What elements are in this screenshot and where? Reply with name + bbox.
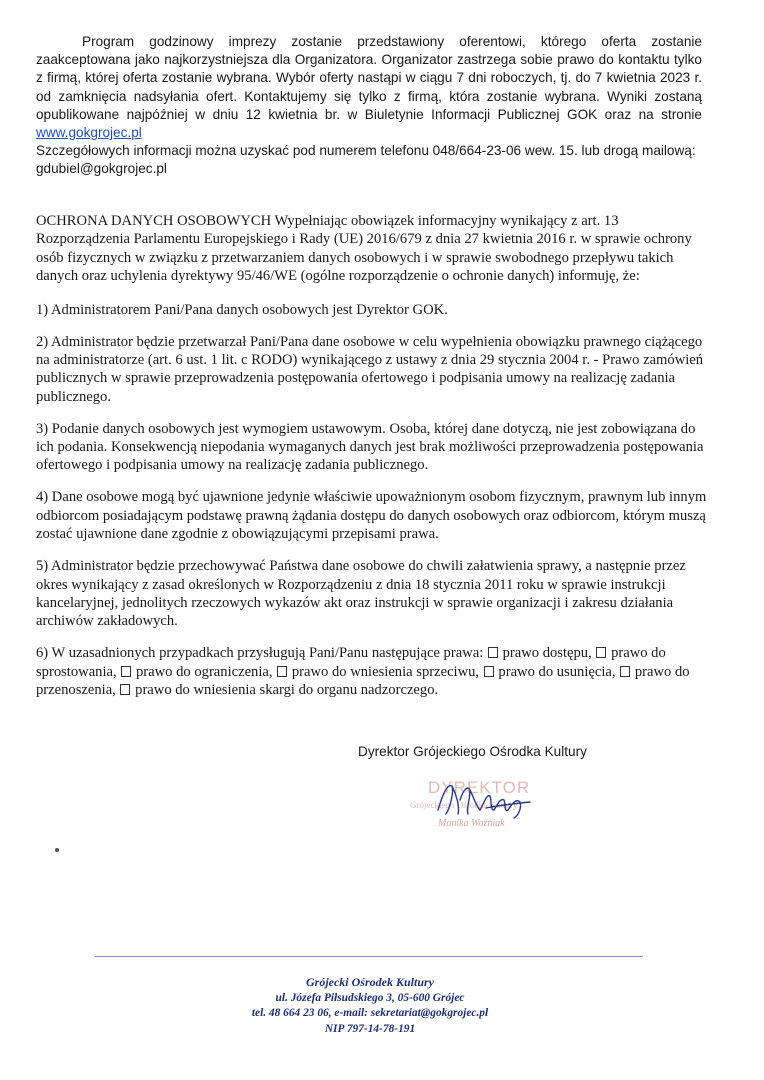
checkbox-icon [484, 666, 494, 677]
intro-section [36, 33, 702, 179]
checkbox-icon [596, 647, 606, 658]
checkbox-icon [120, 684, 130, 695]
right-item: prawo do ograniczenia, [135, 663, 273, 680]
checkbox-icon [277, 666, 287, 677]
handwritten-signature [430, 780, 550, 820]
footer-org: Grójecki Ośrodek Kultury [305, 975, 434, 989]
rodo-point-3: 3) Podanie danych osobowych jest wymogiem ustawowym. Osoba, której dane dotyczą, nie jest zobowiązana do ich podania. Konsekwencją niepodania wymaganych danych jest brak możliwości przeprowadzenia postępowania ofertowego i podpisania umowy na realizację zadania publicznego. [36, 420, 704, 474]
intro-paragraph [36, 33, 702, 142]
rodo-section [36, 212, 708, 713]
rodo-heading: OCHRONA DANYCH OSOBOWYCH Wypełniając obowiązek informacyjny wynikający z art. 13 Rozporządzenia Parlamentu Europejskiego i Rady (UE) 2016/679 z dnia 27 kwietnia 2016 r. w sprawie ochrony osób fizycznych w związku z przetwarzaniem danych osobowych i w sprawie swobodnego przepływu takich danych oraz uchylenia dyrektywy 95/46/WE (ogólne rozporządzenie o ochronie danych) informuję, że: [36, 213, 692, 285]
checkbox-icon [620, 666, 630, 677]
rodo-point-5: 5) Administrator będzie przechowywać Państwa dane osobowe do chwili załatwienia sprawy, a następnie przez okres wynikający z zasad określonych w Rozporządzeniu z dnia 18 stycznia 2011 roku w sprawie instrukcji kancelaryjnej, jednolitych rzeczowych wykazów akt oraz instrukcji w sprawie organizacji i zakresu działania archiwów zakładowych. [36, 558, 686, 630]
right-item: prawo do wniesienia sprzeciwu, [291, 663, 480, 680]
footer [200, 975, 540, 1037]
footer-contact: tel. 48 664 23 06, e-mail: sekretariat@gokgrojec.pl [251, 1007, 489, 1019]
right-item: prawo dostępu, [502, 645, 592, 662]
director-stamp [410, 778, 560, 830]
checkbox-icon [488, 647, 498, 658]
intro-text: Program godzinowy imprezy zostanie przedstawiony oferentowi, którego oferta zostanie zaakceptowana jako najkorzystniejsza dla Organizatora. Organizator zastrzega sobie prawo do kontaktu tylko z firmą, której oferta zostanie wybrana. Wybór oferty nastąpi w ciągu 7 dni roboczych, tj. do 7 kwietnia 2023 r. od zamknięcia nadsyłania ofert. Kontaktujemy się tylko z firmą, która zostanie wybrana. Wyniki zostaną opublikowane najpóźniej w dniu 12 kwietnia br. w Biuletynie Informacji Publicznej GOK oraz na stronie [36, 34, 702, 122]
right-item: prawo do sprostowania, [36, 645, 666, 680]
stamp-subtitle: Grójeckiego Ośrodka Kultury [410, 800, 518, 810]
rodo-point-2: 2) Administrator będzie przetwarzał Pani/Pana dane osobowe w celu wypełnienia obowiązku prawnego ciążącego na administratorze (art. 6 ust. 1 lit. c RODO) wynikającego z ustawy z dnia 29 stycznia 2004 r. - Prawo zamówień publicznych w sprawie przeprowadzenia postępowania ofertowego i podpisania umowy na realizację zadania publicznego. [36, 333, 704, 405]
right-item: prawo do przenoszenia, [36, 663, 690, 699]
stamp-name: Monika Woźniak [438, 818, 505, 829]
rights-lead: 6) W uzasadnionych przypadkach przysługują Pani/Panu następujące prawa: [36, 645, 484, 662]
footer-divider [95, 956, 643, 957]
rodo-point-6 [36, 644, 708, 699]
website-link[interactable]: www.gokgrojec.pl [36, 125, 142, 141]
rodo-point-1: 1) Administratorem Pani/Pana danych osobowych jest Dyrektor GOK. [36, 301, 448, 318]
contact-info: Szczegółowych informacji można uzyskać pod numerem telefonu 048/664-23-06 wew. 15. lub drogą mailową: gdubiel@gokgrojec.pl [36, 143, 696, 177]
footer-address: ul. Józefa Piłsudskiego 3, 05-600 Grójec [275, 991, 465, 1004]
footer-nip: NIP 797-14-78-191 [324, 1022, 416, 1035]
rodo-point-4: 4) Dane osobowe mogą być ujawnione jedynie właściwie upoważnionym osobom fizycznym, prawnym lub innym odbiorcom posiadającym podstawę prawną żądania dostępu do danych osobowych oraz odbiorcom, którym muszą zostać ujawnione dane zgodnie z obowiązującymi przepisami prawa. [36, 489, 707, 543]
scan-speck [55, 848, 59, 852]
right-item: prawo do usunięcia, [498, 663, 616, 680]
signatory-title: Dyrektor Grójeckiego Ośrodka Kultury [358, 744, 587, 759]
checkbox-icon [121, 666, 131, 677]
right-item: prawo do wniesienia skargi do organu nadzorczego. [135, 682, 439, 699]
stamp-word: DYREKTOR [428, 778, 531, 797]
